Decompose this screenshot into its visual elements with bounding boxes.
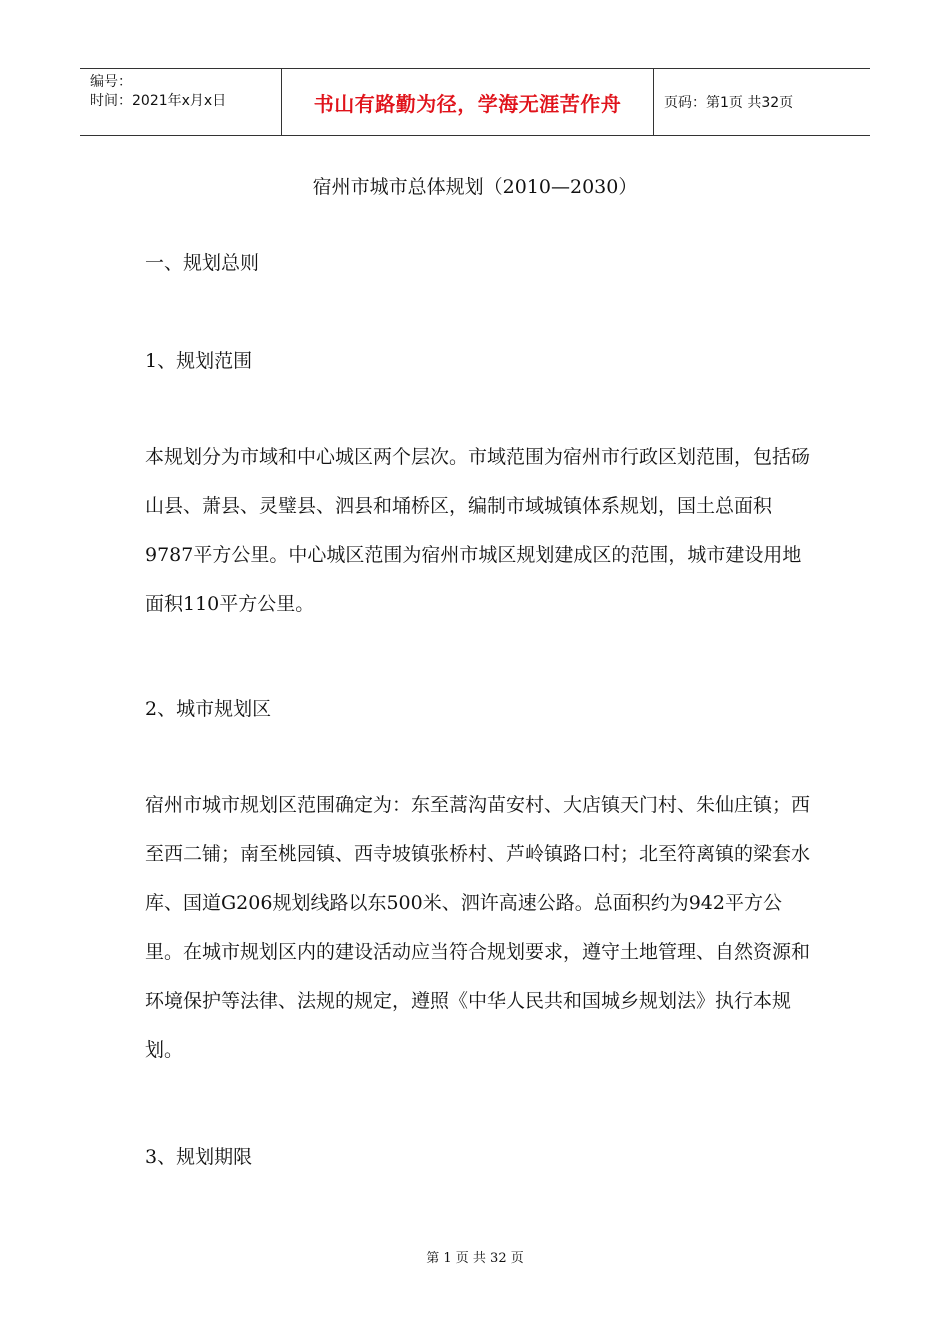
document-title: 宿州市城市总体规划（2010—2030） xyxy=(312,176,638,198)
section-heading-period: 3、规划期限 xyxy=(145,1146,253,1168)
document-header xyxy=(80,68,870,136)
paragraph-planning-area: 宿州市城市规划区范围确定为：东至蒿沟苗安村、大店镇天门村、朱仙庄镇；西至西二铺；南至桃园镇、西寺坡镇张桥村、芦岭镇路口村；北至符离镇的梁套水库、国道G206规划线路以东500米、泗许高速公路。总面积约为942平方公里。在城市规划区内的建设活动应当符合规划要求，遵守土地管理、自然资源和环境保护等法律、法规的规定，遵照《中华人民共和国城乡规划法》执行本规划。 xyxy=(145,794,811,1061)
page-footer: 第 1 页 共 32 页 xyxy=(426,1251,524,1266)
motto-text: 书山有路勤为径，学海无涯苦作舟 xyxy=(313,91,622,116)
header-meta-cell xyxy=(80,69,282,135)
number-label: 编号： xyxy=(90,74,132,90)
date-label: 时间：2021年x月x日 xyxy=(90,93,227,109)
paragraph-scope: 本规划分为市域和中心城区两个层次。市域范围为宿州市行政区划范围，包括砀山县、萧县、灵璧县、泗县和埇桥区，编制市域城镇体系规划，国土总面积9787平方公里。中心城区范围为宿州市城区规划建成区的范围，城市建设用地面积110平方公里。 xyxy=(145,446,811,615)
header-page-cell xyxy=(654,69,870,135)
header-motto-cell xyxy=(282,69,654,135)
page-info: 页码：第1页 共32页 xyxy=(664,95,794,111)
section-heading-general: 一、规划总则 xyxy=(145,252,260,274)
section-heading-scope: 1、规划范围 xyxy=(145,350,253,372)
section-heading-planning-area: 2、城市规划区 xyxy=(145,698,272,720)
